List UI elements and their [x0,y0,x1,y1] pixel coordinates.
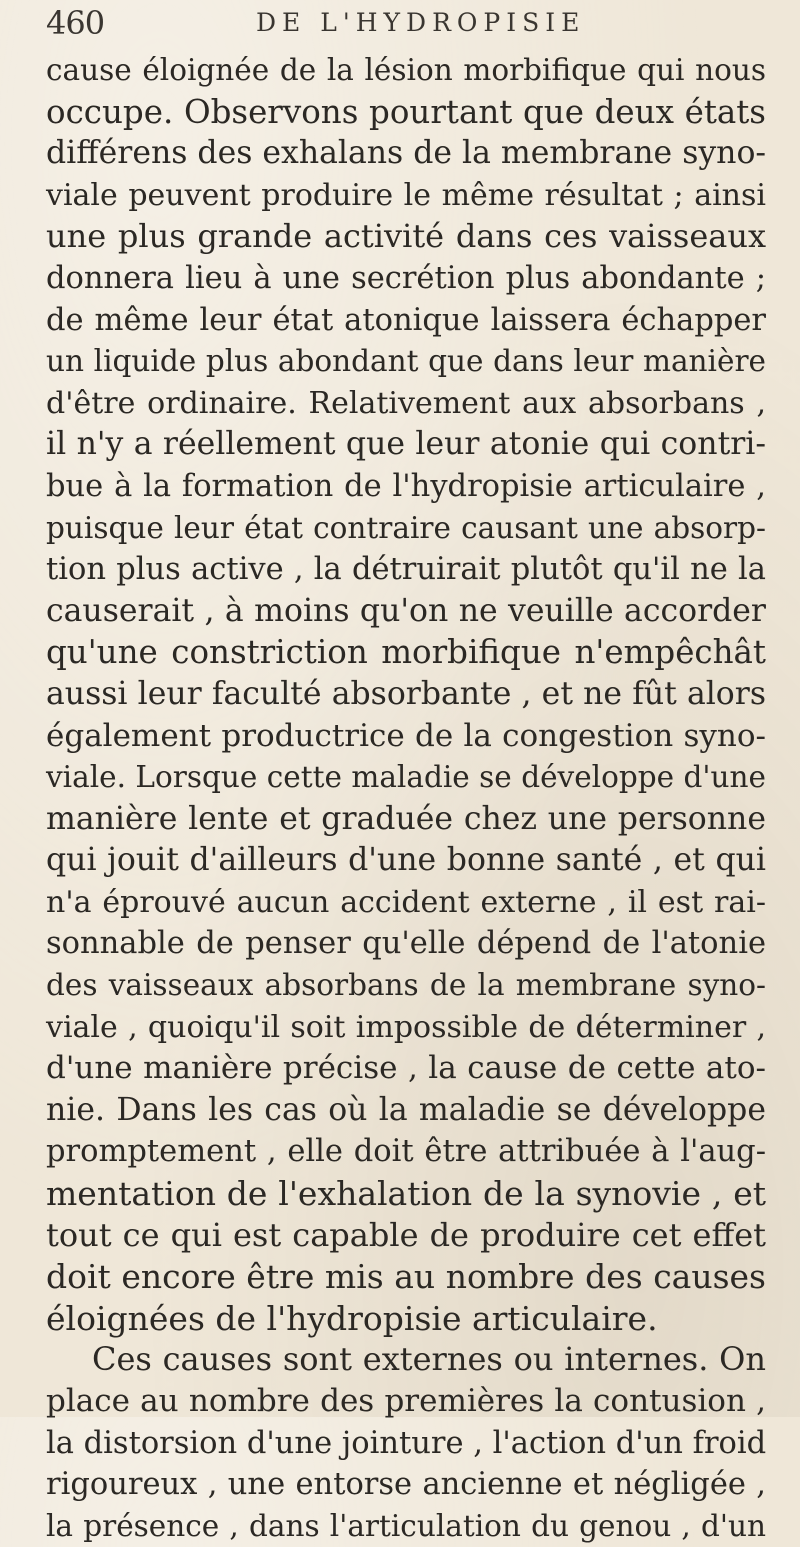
text-line: des vaisseaux absorbans de la membrane syno- [46,968,766,1003]
text-line: doit encore être mis au nombre des causes [46,1257,766,1297]
page-header [46,4,746,48]
page-number: 460 [46,4,105,42]
text-line: nie. Dans les cas où la maladie se développe [46,1091,766,1128]
text-line: d'une manière précise , la cause de cette ato- [46,1050,766,1087]
text-line: éloignées de l'hydropisie articulaire. [46,1298,658,1338]
body-text [46,50,766,1547]
text-line: sonnable de penser qu'elle dépend de l'atonie [46,926,766,962]
text-line: Ces causes sont externes ou internes. On [92,1340,766,1379]
text-line: tion plus active , la détruirait plutôt qu'il ne la [46,552,766,588]
text-line: une plus grande activité dans ces vaisseaux [46,217,766,256]
text-line: rigoureux , une entorse ancienne et négligée , [46,1467,766,1503]
text-line: d'être ordinaire. Relativement aux absorbans , [46,385,766,421]
text-line: viale peuvent produire le même résultat ; ainsi [46,177,766,213]
text-line: viale. Lorsque cette maladie se développe d'une [46,760,766,795]
text-line: mentation de l'exhalation de la synovie , et [46,1174,766,1214]
text-line: de même leur état atonique laissera échapper [46,302,766,338]
text-line: la présence , dans l'articulation du genou , d'un [46,1508,766,1543]
text-line: puisque leur état contraire causant une absorp- [46,510,766,545]
text-line: donnera lieu à une secrétion plus abondante ; [46,260,766,296]
text-line: occupe. Observons pourtant que deux états [46,92,766,131]
text-line: manière lente et graduée chez une personne [46,800,766,837]
text-line: qui jouit d'ailleurs d'une bonne santé , et qui [46,842,766,879]
text-line: également productrice de la congestion syno- [46,717,766,754]
text-line: tout ce qui est capable de produire cet effet [46,1215,766,1254]
text-line: différens des exhalans de la membrane syno- [46,135,767,172]
text-line: il n'y a réellement que leur atonie qui contri- [46,426,766,463]
text-line: cause éloignée de la lésion morbifique qui nous [46,53,766,87]
text-line: un liquide plus abondant que dans leur manière [46,344,766,379]
text-line: bue à la formation de l'hydropisie articulaire , [46,468,766,504]
text-line: place au nombre des premières la contusion , [46,1383,766,1419]
text-line: causerait , à moins qu'on ne veuille accorder [46,592,766,629]
running-head: DE L'HYDROPISIE [256,8,586,37]
text-line: promptement , elle doit être attribuée à l'aug- [46,1134,766,1170]
text-line: viale , quoiqu'il soit impossible de déterminer , [46,1009,766,1045]
text-line: la distorsion d'une jointure , l'action d'un froid [46,1425,767,1461]
text-line: aussi leur faculté absorbante , et ne fût alors [46,675,766,712]
text-line: qu'une constriction morbifique n'empêchât [46,633,766,672]
text-line: n'a éprouvé aucun accident externe , il est rai- [46,884,766,920]
